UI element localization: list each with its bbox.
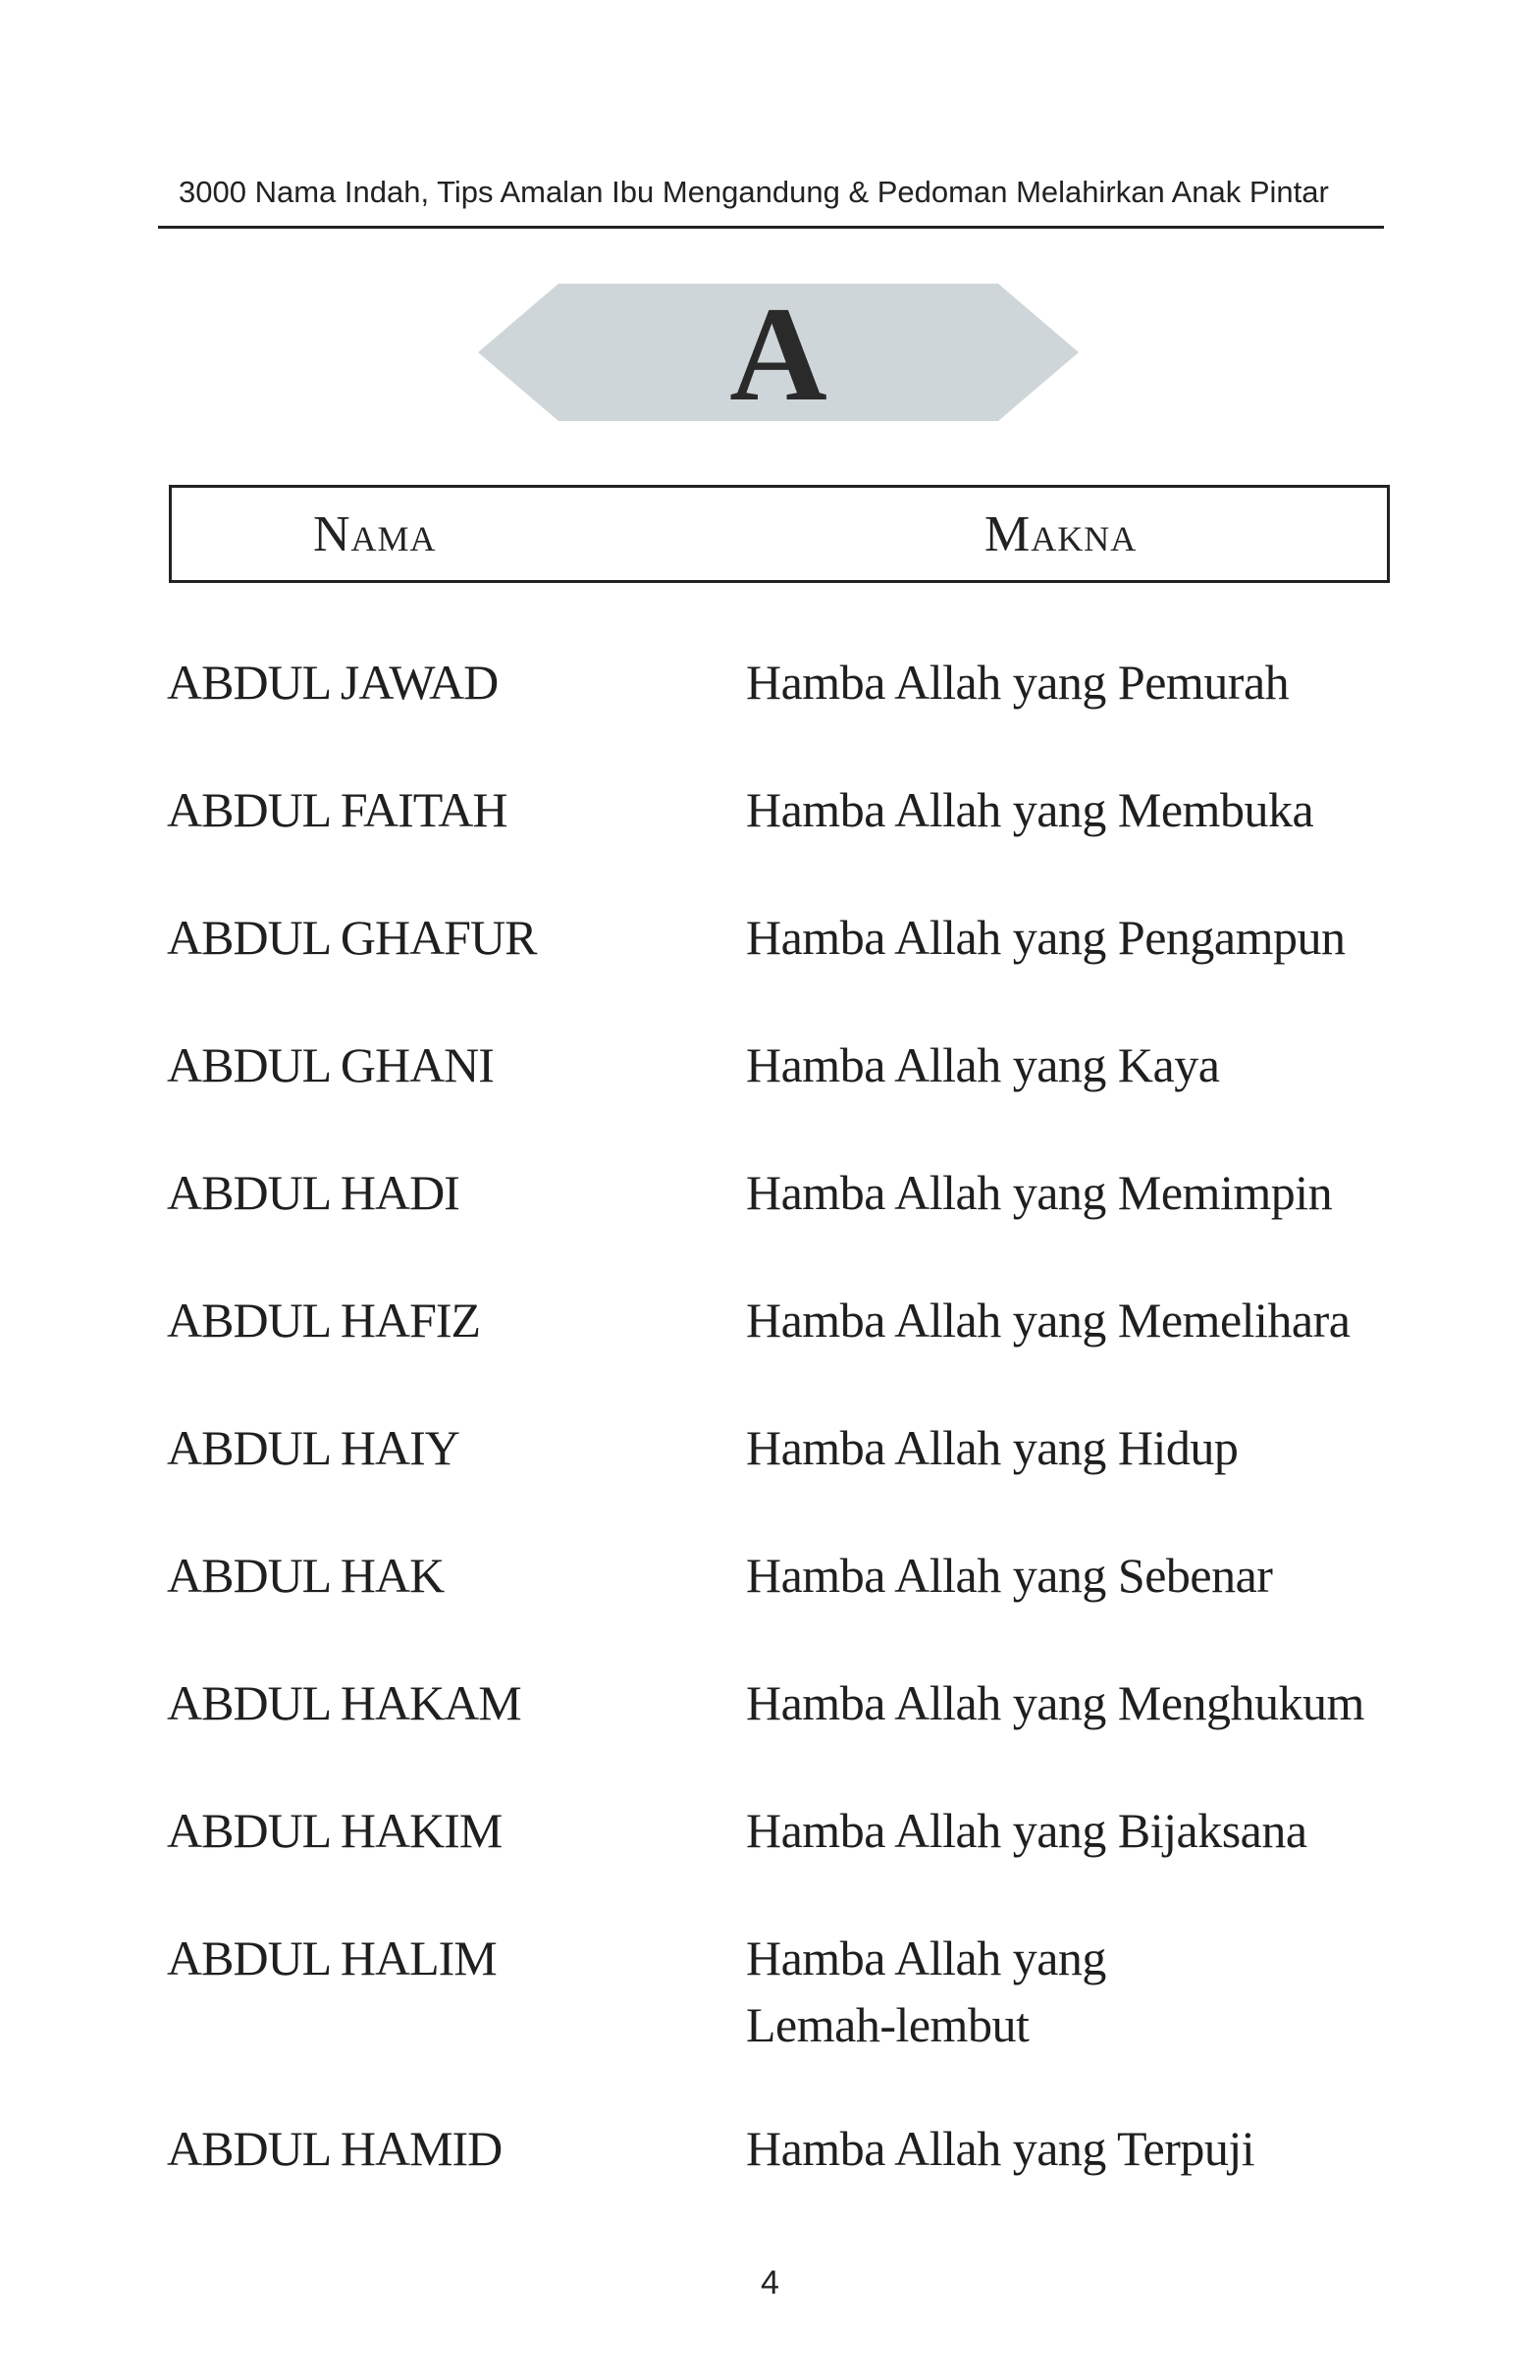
meaning-cell: Hamba Allah yang Sebenar xyxy=(746,1548,1273,1603)
name-cell: ABDUL HAMID xyxy=(167,2121,503,2176)
meaning-cell: Hamba Allah yang Membuka xyxy=(746,782,1314,837)
table-header xyxy=(169,485,1390,583)
section-letter-banner xyxy=(478,284,1079,421)
meaning-cell: Hamba Allah yang Pengampun xyxy=(746,910,1346,965)
name-cell: ABDUL HAFIZ xyxy=(167,1293,481,1348)
meaning-cell: Hamba Allah yang Hidup xyxy=(746,1420,1239,1475)
name-cell: ABDUL HADI xyxy=(167,1165,459,1220)
name-cell: ABDUL HAKIM xyxy=(167,1803,503,1858)
name-cell: ABDUL FAITAH xyxy=(167,782,507,837)
section-letter: A xyxy=(729,284,827,421)
column-header-nama: Nama xyxy=(313,506,437,562)
meaning-cell: Hamba Allah yang Menghukum xyxy=(746,1675,1364,1730)
column-header-makna: Makna xyxy=(984,506,1138,562)
meaning-cell: Hamba Allah yang Pemurah xyxy=(746,655,1290,710)
name-cell: ABDUL GHAFUR xyxy=(167,910,537,965)
meaning-cell: Hamba Allah yang Memimpin xyxy=(746,1165,1333,1220)
name-cell: ABDUL HAK xyxy=(167,1548,445,1603)
meaning-cell: Hamba Allah yang Bijaksana xyxy=(746,1803,1307,1858)
name-cell: ABDUL HAIY xyxy=(167,1420,459,1475)
name-cell: ABDUL HALIM xyxy=(167,1930,497,1985)
meaning-cell: Hamba Allah yang Lemah-lembut xyxy=(746,1930,1106,2052)
name-cell: ABDUL HAKAM xyxy=(167,1675,521,1730)
page-header-title: 3000 Nama Indah, Tips Amalan Ibu Mengandung & Pedoman Melahirkan Anak Pintar xyxy=(179,175,1329,209)
meaning-cell: Hamba Allah yang Kaya xyxy=(746,1037,1220,1092)
page-number: 4 xyxy=(761,2264,779,2301)
name-cell: ABDUL JAWAD xyxy=(167,655,499,710)
meaning-cell: Hamba Allah yang Memelihara xyxy=(746,1293,1351,1348)
meaning-cell: Hamba Allah yang Terpuji xyxy=(746,2121,1255,2176)
name-cell: ABDUL GHANI xyxy=(167,1037,494,1092)
header-divider xyxy=(158,226,1384,229)
